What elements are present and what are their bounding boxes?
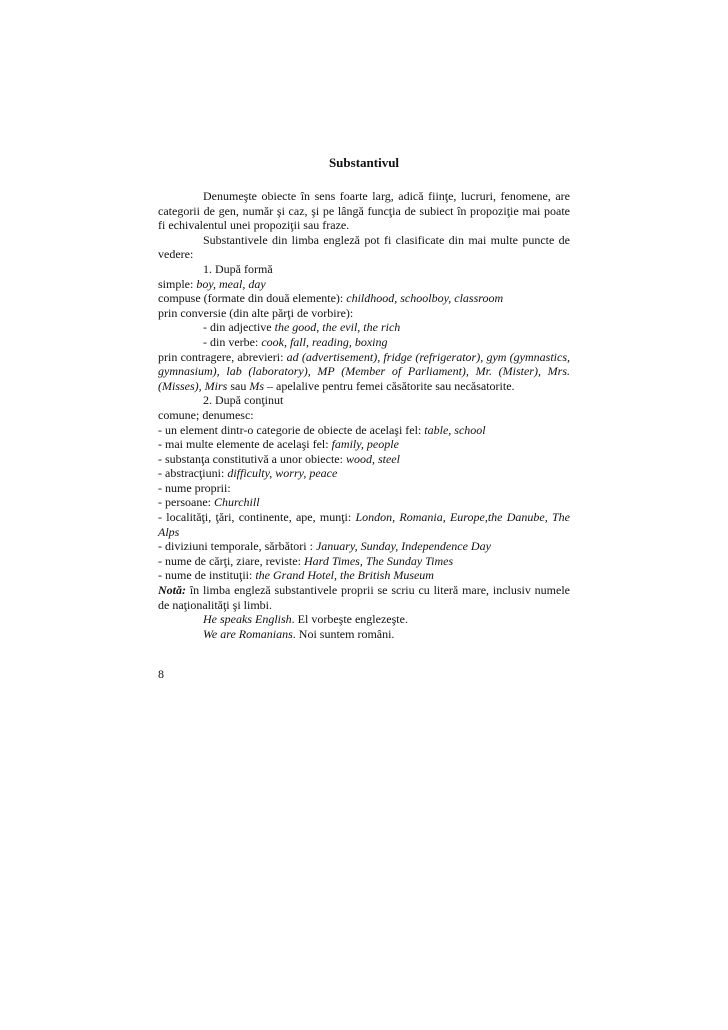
- adjective-examples: the good, the evil, the rich: [274, 320, 401, 335]
- item-examples: table, school: [424, 422, 486, 437]
- example-english: We are Romanians: [203, 626, 293, 641]
- page-number: 8: [158, 667, 164, 681]
- example-romanian: . El vorbeşte englezeşte.: [291, 612, 408, 627]
- item-label: - nume de instituţii:: [158, 568, 256, 583]
- item-examples: wood, steel: [345, 451, 400, 466]
- item-label: - localităţi, ţări, continente, ape, munţi:: [158, 510, 356, 525]
- abbreviation-ms: Ms: [249, 378, 264, 393]
- conversion-line: prin conversie (din alte părţi de vorbire):: [158, 305, 354, 320]
- compound-examples: childhood, schoolboy, classroom: [346, 291, 504, 306]
- item-label: - substanţa constitutivă a unor obiecte:: [158, 451, 346, 466]
- item-examples: Churchill: [213, 495, 260, 510]
- list-item: [158, 554, 570, 569]
- item-label: - nume de cărţi, ziare, reviste:: [158, 553, 304, 568]
- item-examples: the Grand Hotel, the British Museum: [255, 568, 434, 583]
- example-sentence-2: [158, 627, 570, 642]
- abbreviations-explanation: – apelalive pentru femei căsătorite sau necăsatorite.: [264, 378, 515, 393]
- list-item: [158, 568, 570, 583]
- item-examples: Hard Times, The Sunday Times: [303, 553, 454, 568]
- abbreviations-label: prin contragere, abrevieri:: [158, 349, 287, 364]
- example-english: He speaks English: [203, 612, 292, 627]
- section-2-heading: 2. După conţinut: [203, 393, 284, 408]
- compound-nouns-line: [158, 291, 570, 306]
- intro-paragraph-1: Denumeşte obiecte în sens foarte larg, adică fiinţe, lucruri, fenomene, are categorii de gen, număr şi caz, şi pe lângă funcţia de subiect în propoziţie mai poate fi echivalentul unei propoziţii sau fraze.: [158, 189, 570, 233]
- page-title: Substantivul: [328, 155, 400, 170]
- item-label: - abstracţiuni:: [158, 466, 228, 481]
- adjective-label: - din adjective: [203, 320, 275, 335]
- verb-label: - din verbe:: [203, 334, 262, 349]
- simple-nouns-line: [158, 277, 570, 292]
- item-examples: London, Romania, Europe,the Danube, The Alps: [158, 510, 570, 539]
- abbreviations-connector: sau: [227, 378, 250, 393]
- note-label: Notă:: [158, 583, 186, 598]
- note-text: în limba engleză substantivele proprii se scriu cu literă mare, inclusiv numele de naţionalităţi şi limbi.: [158, 583, 570, 612]
- item-examples: family, people: [331, 437, 399, 452]
- simple-label: simple:: [158, 276, 197, 291]
- compound-label: compuse (formate din două elemente):: [158, 291, 347, 306]
- list-item: [158, 437, 570, 452]
- list-item: [158, 423, 570, 438]
- list-item: [158, 539, 570, 554]
- common-nouns-line: comune; denumesc:: [158, 407, 254, 422]
- adjective-conversion-line: [158, 320, 570, 335]
- abbreviations-examples: ad (advertisement), fridge (refrigerator), gym (gymnastics, gymnasium), lab (laboratory), MP (Member of Parliament), Mr. (Mister), Mrs. (Misses), Mirs: [158, 349, 571, 393]
- item-examples: difficulty, worry, peace: [227, 466, 338, 481]
- verb-examples: cook, fall, reading, boxing: [261, 334, 388, 349]
- verb-conversion-line: [158, 335, 570, 350]
- item-label: - mai multe elemente de acelaşi fel:: [158, 437, 332, 452]
- proper-nouns-line: - nume proprii:: [158, 480, 231, 495]
- abbreviations-paragraph: [158, 350, 570, 394]
- list-item: [158, 466, 570, 481]
- list-item: [158, 510, 570, 539]
- body-text: [158, 189, 570, 641]
- example-romanian: . Noi suntem români.: [292, 626, 395, 641]
- item-label: - un element dintr-o categorie de obiecte de acelaşi fel:: [158, 422, 425, 437]
- example-sentence-1: [158, 612, 570, 627]
- intro-paragraph-2: Substantivele din limba engleză pot fi clasificate din mai multe puncte de vedere:: [158, 232, 570, 262]
- note-paragraph: [158, 583, 570, 612]
- list-item: [158, 452, 570, 467]
- item-examples: January, Sunday, Independence Day: [315, 539, 491, 554]
- list-item: [158, 495, 570, 510]
- item-label: - diviziuni temporale, sărbători :: [158, 539, 316, 554]
- simple-examples: boy, meal, day: [196, 276, 266, 291]
- section-1-heading: 1. După formă: [203, 261, 273, 276]
- item-label: - persoane:: [158, 495, 214, 510]
